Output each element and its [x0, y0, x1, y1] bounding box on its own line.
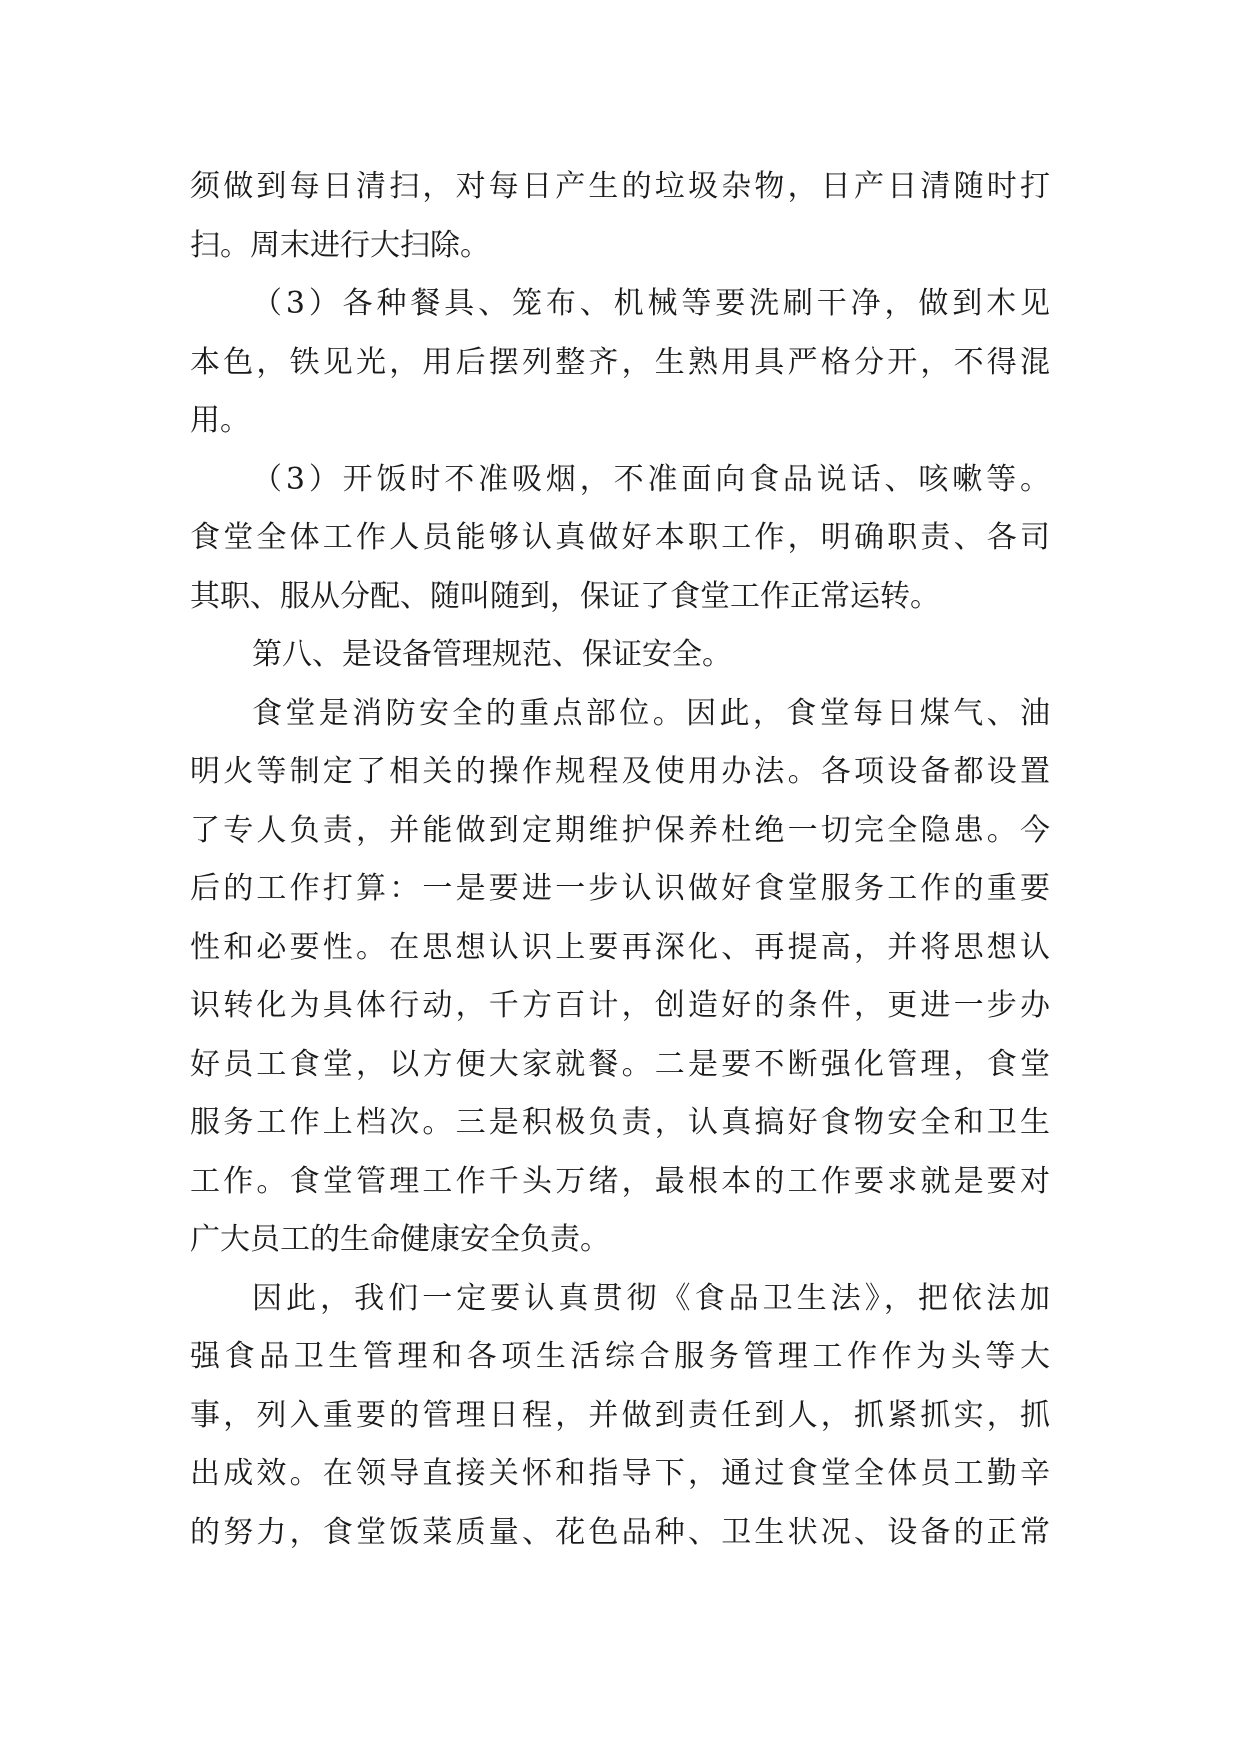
text-line: 好员工食堂，以方便大家就餐。二是要不断强化管理，食堂	[190, 1046, 1050, 1082]
text-line: 食堂全体工作人员能够认真做好本职工作，明确职责、各司	[190, 520, 1050, 555]
text-line: 其职、服从分配、随叫随到，保证了食堂工作正常运转。	[190, 578, 940, 614]
text-line: 本色，铁见光，用后摆列整齐，生熟用具严格分开，不得混	[190, 344, 1050, 380]
text-line: 后的工作打算：一是要进一步认识做好食堂服务工作的重要	[190, 871, 1050, 906]
text-line: 的努力，食堂饭菜质量、花色品种、卫生状况、设备的正常	[190, 1514, 1050, 1550]
text-line: 服务工作上档次。三是积极负责，认真搞好食物安全和卫生	[190, 1105, 1050, 1140]
text-line: （3）开饭时不准吸烟，不准面向食品说话、咳嗽等。	[252, 461, 1050, 497]
text-line: 须做到每日清扫，对每日产生的垃圾杂物，日产日清随时打	[190, 169, 1050, 204]
text-line: 用。	[190, 403, 250, 438]
document-page	[190, 158, 1050, 1562]
text-line: 事，列入重要的管理日程，并做到责任到人，抓紧抓实，抓	[190, 1397, 1050, 1433]
text-line: 强食品卫生管理和各项生活综合服务管理工作作为头等大	[190, 1339, 1050, 1374]
text-line: 广大员工的生命健康安全负责。	[190, 1222, 610, 1257]
text-line: 因此，我们一定要认真贯彻《食品卫生法》，把依法加	[252, 1280, 1050, 1316]
text-line: （3）各种餐具、笼布、机械等要洗刷干净，做到木见	[252, 286, 1050, 321]
text-line: 明火等制定了相关的操作规程及使用办法。各项设备都设置	[190, 754, 1050, 789]
text-line: 扫。周末进行大扫除。	[190, 227, 490, 263]
text-line: 食堂是消防安全的重点部位。因此，食堂每日煤气、油	[252, 695, 1050, 731]
text-line: 识转化为具体行动，千方百计，创造好的条件，更进一步办	[190, 988, 1050, 1023]
text-line: 出成效。在领导直接关怀和指导下，通过食堂全体员工勤辛	[190, 1456, 1050, 1491]
text-line: 第八、是设备管理规范、保证安全。	[252, 637, 732, 672]
text-line: 性和必要性。在思想认识上要再深化、再提高，并将思想认	[190, 929, 1050, 965]
text-line: 了专人负责，并能做到定期维护保养杜绝一切完全隐患。今	[190, 812, 1050, 848]
text-line: 工作。食堂管理工作千头万绪，最根本的工作要求就是要对	[190, 1163, 1050, 1199]
